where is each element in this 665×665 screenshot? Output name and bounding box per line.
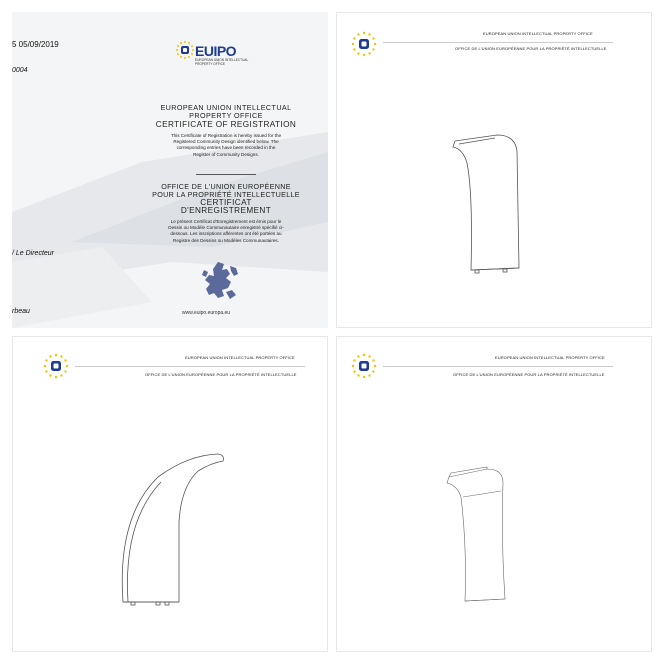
heading-fr (126, 199, 326, 216)
signature-name: rbeau (12, 308, 30, 315)
director-label: / Le Directeur (12, 250, 55, 257)
header-en: EUROPEAN UNION INTELLECTUAL PROPERTY OFFICE (495, 355, 605, 360)
design-view-3 (336, 336, 652, 652)
title-en-line2: PROPERTY OFFICE (189, 111, 263, 120)
heading-fr-line2: D'ENREGISTREMENT (180, 206, 272, 216)
title-fr-line1: OFFICE DE L'UNION EUROPÉENNE (161, 182, 291, 191)
certificate-page (12, 12, 328, 328)
design-view-2 (12, 336, 328, 652)
registration-number: 0004 (12, 67, 28, 74)
title-en (126, 104, 326, 120)
design-view-1 (336, 12, 652, 328)
europe-map-icon (200, 260, 242, 302)
dispenser-front-drawing (337, 13, 652, 328)
dispenser-angle-drawing (337, 337, 652, 652)
dispenser-side-drawing (13, 337, 328, 652)
header-fr: OFFICE DE L'UNION EUROPÉENNE POUR LA PROPRIÉTÉ INTELLECTUELLE (145, 372, 297, 377)
title-fr (126, 183, 326, 199)
title-en-line1: EUROPEAN UNION INTELLECTUAL (160, 103, 292, 112)
logo-wordmark: EUIPO (195, 43, 237, 59)
header-fr: OFFICE DE L'UNION EUROPÉENNE POUR LA PROPRIÉTÉ INTELLECTUELLE (455, 46, 607, 51)
heading-en: CERTIFICATE OF REGISTRATION (155, 120, 297, 129)
body-en: This Certificate of Registration is hereby issued for the Registered Community Design identified below. The corresponding entries have been recorded in the Register of Community Designs. (170, 133, 282, 157)
issue-date: 5 05/09/2019 (12, 40, 59, 49)
certificate-background (12, 12, 328, 328)
body-fr: Le présent Certificat d'Enregistrement est émis pour le Dessin ou Modèle Communautaire enregistré spécifié ci-dessous. Les inscriptions afférentes ont été portées au Registre des Dessins ou Modèles Communautaires. (168, 219, 284, 243)
euipo-emblem-icon (175, 40, 195, 60)
euipo-logo (175, 40, 255, 66)
title-fr-line2: POUR LA PROPRIÉTÉ INTELLECTUELLE (152, 190, 300, 199)
website-url: www.euipo.europa.eu (182, 310, 231, 316)
logo-subtitle: EUROPEAN UNION INTELLECTUAL PROPERTY OFFICE (195, 58, 249, 66)
divider (196, 174, 256, 175)
header-en: EUROPEAN UNION INTELLECTUAL PROPERTY OFFICE (185, 355, 295, 360)
header-en: EUROPEAN UNION INTELLECTUAL PROPERTY OFFICE (483, 31, 593, 36)
header-fr: OFFICE DE L'UNION EUROPÉENNE POUR LA PROPRIÉTÉ INTELLECTUELLE (453, 372, 605, 377)
heading-fr-line1: CERTIFICAT (200, 198, 252, 207)
